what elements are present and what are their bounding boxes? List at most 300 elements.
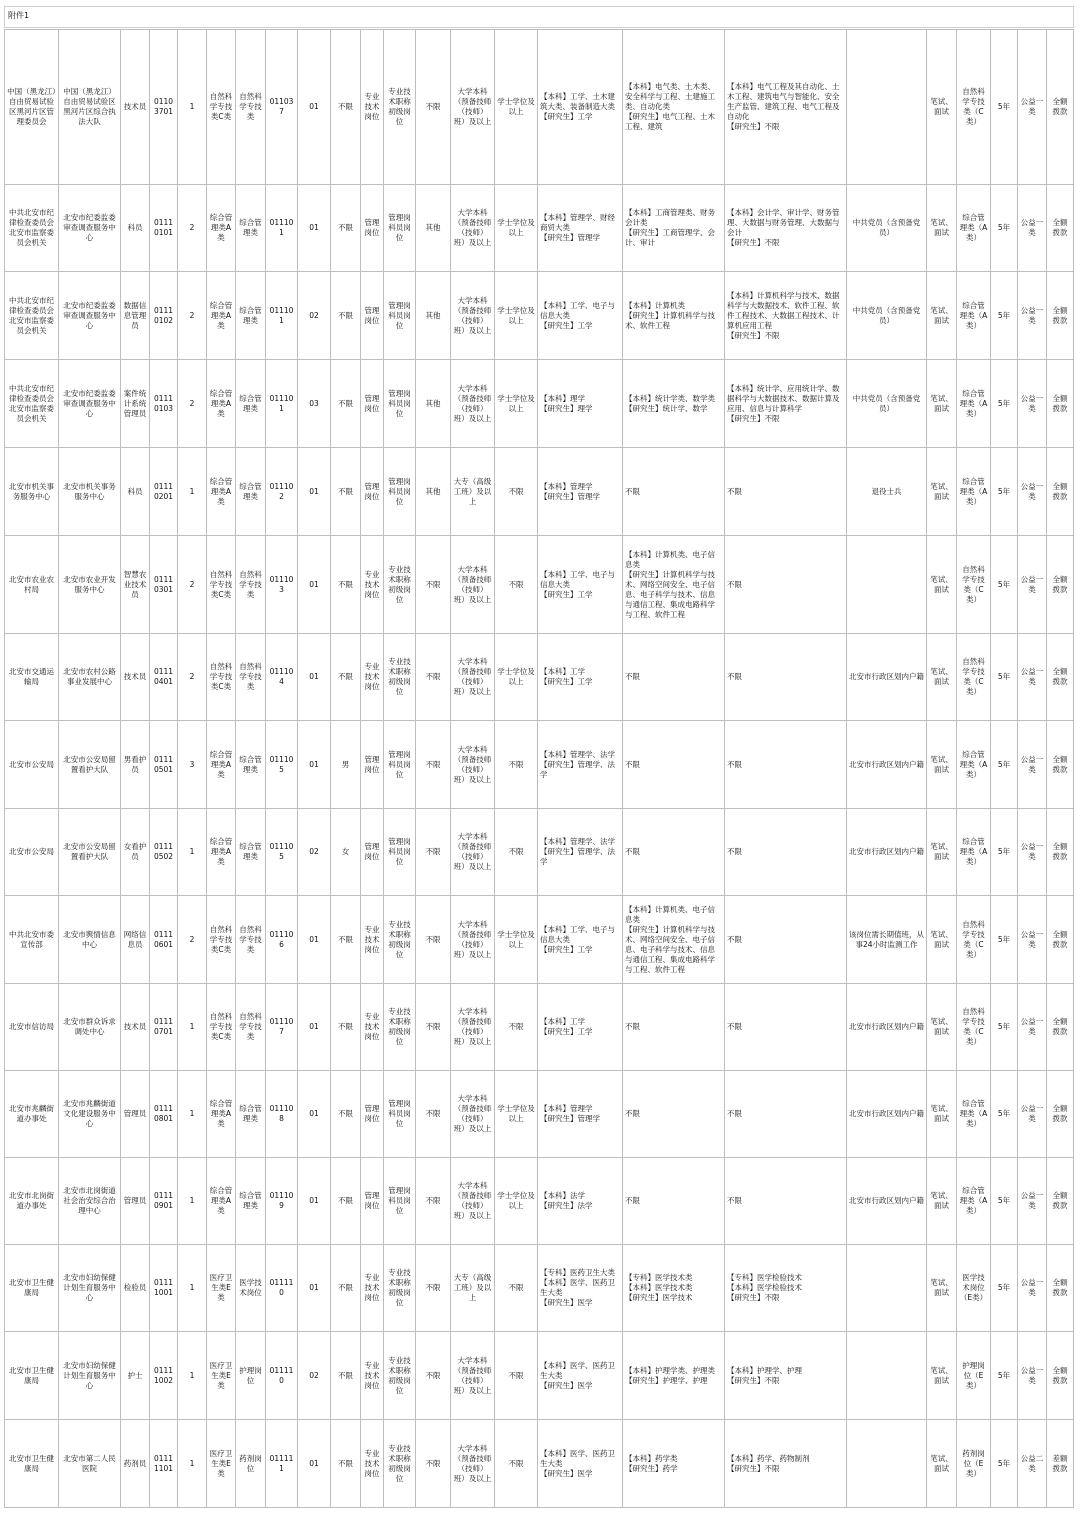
education-cell: 大学本科（预备技师（技师）班）及以上 (451, 634, 495, 721)
table-row (5, 448, 1074, 536)
unit-cell: 北安市纪委监委审查调查服务中心 (59, 185, 121, 272)
table-row (5, 809, 1074, 896)
major-category-cell: 【本科】工学、电子与信息大类 【研究生】工学 (538, 536, 623, 634)
identity-cell: 其他 (416, 272, 451, 360)
headcount-cell: 2 (178, 360, 207, 448)
post-type-cell: 管理岗位 (361, 185, 384, 272)
post-code-cell: 01110601 (150, 896, 178, 984)
gender-cell: 不限 (331, 634, 361, 721)
major-name-cell: 不限 (725, 536, 847, 634)
post-category-cell: 综合管理类A类 (207, 360, 236, 448)
degree-cell: 不限 (495, 984, 538, 1071)
headcount-cell: 2 (178, 896, 207, 984)
identity-cell: 其他 (416, 360, 451, 448)
written-subject-cell: 综合管理类（A类） (957, 1158, 991, 1245)
funding-cell: 全额拨款 (1047, 984, 1074, 1071)
post-level-cell: 管理岗科员岗位 (384, 1071, 416, 1158)
major-name-cell: 不限 (725, 1071, 847, 1158)
exam-code-cell: 011101 (266, 360, 298, 448)
major-category-cell: 【本科】管理学 【研究生】管理学 (538, 1071, 623, 1158)
major-category-cell: 【本科】管理学 【研究生】管理学 (538, 448, 623, 536)
service-years-cell: 5年 (991, 721, 1018, 809)
post-code-cell: 01111101 (150, 1420, 178, 1508)
unit-type-cell: 公益一类 (1018, 634, 1047, 721)
exam-code-cell: 011108 (266, 1071, 298, 1158)
post-category-cell: 自然科学专技类C类 (207, 536, 236, 634)
attachment-header-row (4, 6, 1074, 28)
service-years-cell: 5年 (991, 984, 1018, 1071)
exam-subject-type-cell: 综合管理类 (236, 272, 266, 360)
headcount-cell: 2 (178, 272, 207, 360)
table-row (5, 1420, 1074, 1508)
major-class-cell: 【本科】护理学类、护理类 【研究生】护理学、护理 (623, 1332, 725, 1420)
post-name-cell: 数据信息管理员 (121, 272, 150, 360)
written-subject-cell: 自然科学专技类（C类） (957, 536, 991, 634)
post-name-cell: 技术员 (121, 30, 150, 185)
post-level-cell: 管理岗科员岗位 (384, 448, 416, 536)
education-cell: 大学本科（预备技师（技师）班）及以上 (451, 536, 495, 634)
unit-type-cell: 公益一类 (1018, 30, 1047, 185)
post-level-cell: 专业技术职称初级岗位 (384, 536, 416, 634)
exam-method-cell: 笔试、面试 (927, 634, 957, 721)
other-requirements-cell: 该岗位需长期值班，从事24小时监测工作 (847, 896, 927, 984)
post-category-cell: 综合管理类A类 (207, 1158, 236, 1245)
post-type-cell: 管理岗位 (361, 1158, 384, 1245)
exam-method-cell: 笔试、面试 (927, 185, 957, 272)
funding-cell: 全额拨款 (1047, 1071, 1074, 1158)
funding-cell: 全额拨款 (1047, 896, 1074, 984)
post-type-cell: 专业技术岗位 (361, 1245, 384, 1332)
unit-cell: 北安市妇幼保健计划生育服务中心 (59, 1245, 121, 1332)
major-name-cell: 【本科】统计学、应用统计学、数据科学与大数据技术、数据计算及应用、信息与计算科学 【研究生】不限 (725, 360, 847, 448)
written-subject-cell: 综合管理类（A类） (957, 360, 991, 448)
major-class-cell: 不限 (623, 634, 725, 721)
funding-cell: 全额拨款 (1047, 809, 1074, 896)
post-type-cell: 管理岗位 (361, 1071, 384, 1158)
written-subject-cell: 自然科学专技类（C类） (957, 896, 991, 984)
exam-code-cell: 011110 (266, 1332, 298, 1420)
department-cell: 北安市卫生健康局 (5, 1245, 59, 1332)
unit-type-cell: 公益一类 (1018, 536, 1047, 634)
degree-cell: 不限 (495, 1420, 538, 1508)
table-row (5, 1158, 1074, 1245)
major-category-cell: 【本科】法学 【研究生】法学 (538, 1158, 623, 1245)
education-cell: 大专（高级工班）及以上 (451, 448, 495, 536)
exam-method-cell: 笔试、面试 (927, 896, 957, 984)
degree-cell: 学士学位及以上 (495, 896, 538, 984)
unit-cell: 北安市北岗街道社会治安综合治理中心 (59, 1158, 121, 1245)
major-category-cell: 【本科】工学 【研究生】工学 (538, 634, 623, 721)
sequence-cell: 01 (298, 1071, 331, 1158)
funding-cell: 全额拨款 (1047, 30, 1074, 185)
post-name-cell: 网络信息员 (121, 896, 150, 984)
post-type-cell: 管理岗位 (361, 721, 384, 809)
exam-code-cell: 011111 (266, 1420, 298, 1508)
gender-cell: 不限 (331, 185, 361, 272)
degree-cell: 不限 (495, 1332, 538, 1420)
major-category-cell: 【本科】管理学、法学 【研究生】管理学、法学 (538, 721, 623, 809)
post-level-cell: 专业技术职称初级岗位 (384, 896, 416, 984)
sequence-cell: 01 (298, 1245, 331, 1332)
unit-type-cell: 公益一类 (1018, 1332, 1047, 1420)
unit-type-cell: 公益二类 (1018, 1420, 1047, 1508)
post-code-cell: 01110502 (150, 809, 178, 896)
headcount-cell: 2 (178, 634, 207, 721)
major-name-cell: 【本科】会计学、审计学、财务管理、大数据与财务管理、大数据与会计 【研究生】不限 (725, 185, 847, 272)
post-level-cell: 专业技术职称初级岗位 (384, 1332, 416, 1420)
post-name-cell: 科员 (121, 185, 150, 272)
other-requirements-cell: 北安市行政区划内户籍 (847, 1071, 927, 1158)
funding-cell: 全额拨款 (1047, 448, 1074, 536)
major-name-cell: 不限 (725, 809, 847, 896)
post-category-cell: 医疗卫生类E类 (207, 1245, 236, 1332)
unit-cell: 北安市公安局留置看护大队 (59, 809, 121, 896)
post-level-cell: 专业技术职称初级岗位 (384, 984, 416, 1071)
sequence-cell: 01 (298, 30, 331, 185)
post-category-cell: 综合管理类A类 (207, 721, 236, 809)
sequence-cell: 01 (298, 448, 331, 536)
identity-cell: 不限 (416, 1071, 451, 1158)
headcount-cell: 1 (178, 1158, 207, 1245)
unit-cell: 北安市农村公路事业发展中心 (59, 634, 121, 721)
written-subject-cell: 综合管理类（A类） (957, 272, 991, 360)
attachment-label: 附件1 (8, 11, 30, 20)
unit-cell: 北安市纪委监委审查调查服务中心 (59, 360, 121, 448)
exam-subject-type-cell: 医学技术岗位 (236, 1245, 266, 1332)
major-class-cell: 【本科】电气类、土木类、安全科学与工程、土建施工类、自动化类 【研究生】电气工程、土木工程、建筑 (623, 30, 725, 185)
post-category-cell: 综合管理类A类 (207, 1071, 236, 1158)
major-class-cell: 不限 (623, 1071, 725, 1158)
gender-cell: 不限 (331, 984, 361, 1071)
other-requirements-cell: 北安市行政区划内户籍 (847, 634, 927, 721)
post-type-cell: 专业技术岗位 (361, 536, 384, 634)
service-years-cell: 5年 (991, 448, 1018, 536)
identity-cell: 不限 (416, 1420, 451, 1508)
exam-subject-type-cell: 综合管理类 (236, 721, 266, 809)
other-requirements-cell (847, 1332, 927, 1420)
unit-cell: 中国（黑龙江）自由贸易试验区黑河片区综合执法大队 (59, 30, 121, 185)
sequence-cell: 01 (298, 984, 331, 1071)
degree-cell: 不限 (495, 536, 538, 634)
funding-cell: 全额拨款 (1047, 185, 1074, 272)
gender-cell: 不限 (331, 896, 361, 984)
major-class-cell: 不限 (623, 448, 725, 536)
written-subject-cell: 药剂岗位（E类） (957, 1420, 991, 1508)
major-class-cell: 不限 (623, 1158, 725, 1245)
degree-cell: 不限 (495, 448, 538, 536)
department-cell: 北安市农业农村局 (5, 536, 59, 634)
exam-code-cell: 011107 (266, 984, 298, 1071)
department-cell: 北安市卫生健康局 (5, 1420, 59, 1508)
identity-cell: 不限 (416, 1158, 451, 1245)
funding-cell: 全额拨款 (1047, 634, 1074, 721)
degree-cell: 学士学位及以上 (495, 185, 538, 272)
headcount-cell: 1 (178, 1245, 207, 1332)
major-name-cell: 【专科】医学检验技术 【本科】医学检验技术 【研究生】不限 (725, 1245, 847, 1332)
exam-subject-type-cell: 药剂岗位 (236, 1420, 266, 1508)
headcount-cell: 1 (178, 984, 207, 1071)
post-code-cell: 01110103 (150, 360, 178, 448)
exam-code-cell: 011110 (266, 1245, 298, 1332)
identity-cell: 不限 (416, 984, 451, 1071)
post-level-cell: 管理岗科员岗位 (384, 185, 416, 272)
major-category-cell: 【本科】工学、电子与信息大类 【研究生】工学 (538, 272, 623, 360)
post-name-cell: 管理员 (121, 1158, 150, 1245)
gender-cell: 不限 (331, 536, 361, 634)
table-row (5, 536, 1074, 634)
service-years-cell: 5年 (991, 1332, 1018, 1420)
major-category-cell: 【专科】医药卫生大类 【本科】医学、医药卫生大类 【研究生】医学 (538, 1245, 623, 1332)
exam-code-cell: 011105 (266, 721, 298, 809)
service-years-cell: 5年 (991, 30, 1018, 185)
department-cell: 北安市信访局 (5, 984, 59, 1071)
post-name-cell: 男看护员 (121, 721, 150, 809)
headcount-cell: 2 (178, 536, 207, 634)
unit-type-cell: 公益一类 (1018, 1158, 1047, 1245)
unit-cell: 北安市机关事务服务中心 (59, 448, 121, 536)
unit-type-cell: 公益一类 (1018, 984, 1047, 1071)
post-name-cell: 管理员 (121, 1071, 150, 1158)
funding-cell: 全额拨款 (1047, 360, 1074, 448)
major-name-cell: 不限 (725, 721, 847, 809)
education-cell: 大学本科（预备技师（技师）班）及以上 (451, 1071, 495, 1158)
written-subject-cell: 自然科学专技类（C类） (957, 984, 991, 1071)
major-name-cell: 【本科】药学、药物制剂 【研究生】不限 (725, 1420, 847, 1508)
written-subject-cell: 护理岗位（E类） (957, 1332, 991, 1420)
unit-cell: 北安市妇幼保健计划生育服务中心 (59, 1332, 121, 1420)
table-row (5, 634, 1074, 721)
post-type-cell: 管理岗位 (361, 809, 384, 896)
exam-subject-type-cell: 自然科学专技类 (236, 984, 266, 1071)
major-class-cell: 【本科】统计学类、数学类 【研究生】统计学、数学 (623, 360, 725, 448)
unit-cell: 北安市公安局留置看护大队 (59, 721, 121, 809)
post-category-cell: 自然科学专技类C类 (207, 984, 236, 1071)
exam-code-cell: 011102 (266, 448, 298, 536)
post-type-cell: 专业技术岗位 (361, 1420, 384, 1508)
table-row (5, 185, 1074, 272)
post-type-cell: 管理岗位 (361, 448, 384, 536)
sequence-cell: 01 (298, 721, 331, 809)
funding-cell: 全额拨款 (1047, 1158, 1074, 1245)
exam-method-cell: 笔试、面试 (927, 1158, 957, 1245)
post-category-cell: 综合管理类A类 (207, 448, 236, 536)
post-code-cell: 01110102 (150, 272, 178, 360)
table-body (5, 30, 1074, 1508)
identity-cell: 不限 (416, 896, 451, 984)
unit-cell: 北安市第二人民医院 (59, 1420, 121, 1508)
education-cell: 大学本科（预备技师（技师）班）及以上 (451, 1158, 495, 1245)
post-type-cell: 专业技术岗位 (361, 984, 384, 1071)
gender-cell: 不限 (331, 272, 361, 360)
sequence-cell: 01 (298, 1420, 331, 1508)
department-cell: 中共北安市纪律检查委员会北安市监察委员会机关 (5, 360, 59, 448)
post-code-cell: 01110401 (150, 634, 178, 721)
post-type-cell: 专业技术岗位 (361, 30, 384, 185)
unit-type-cell: 公益一类 (1018, 721, 1047, 809)
table-row (5, 30, 1074, 185)
exam-method-cell: 笔试、面试 (927, 1245, 957, 1332)
exam-subject-type-cell: 综合管理类 (236, 360, 266, 448)
unit-cell: 北安市舆情信息中心 (59, 896, 121, 984)
department-cell: 北安市公安局 (5, 809, 59, 896)
identity-cell: 不限 (416, 536, 451, 634)
major-category-cell: 【本科】管理学、法学 【研究生】管理学、法学 (538, 809, 623, 896)
major-class-cell: 【本科】计算机类、电子信息类 【研究生】计算机科学与技术、网络空间安全、电子信息、电子科学与技术、信息与通信工程、集成电路科学与工程、软件工程 (623, 896, 725, 984)
major-name-cell: 不限 (725, 896, 847, 984)
funding-cell: 全额拨款 (1047, 536, 1074, 634)
major-name-cell: 【本科】计算机科学与技术、数据科学与大数据技术、软件工程、软件工程技术、大数据工程技术、计算机应用工程 【研究生】不限 (725, 272, 847, 360)
sequence-cell: 01 (298, 185, 331, 272)
exam-subject-type-cell: 综合管理类 (236, 1158, 266, 1245)
headcount-cell: 1 (178, 1071, 207, 1158)
post-level-cell: 管理岗科员岗位 (384, 809, 416, 896)
written-subject-cell: 自然科学专技类（C类） (957, 634, 991, 721)
education-cell: 大学本科（预备技师（技师）班）及以上 (451, 272, 495, 360)
exam-method-cell: 笔试、面试 (927, 1420, 957, 1508)
degree-cell: 学士学位及以上 (495, 272, 538, 360)
exam-method-cell: 笔试、面试 (927, 721, 957, 809)
funding-cell: 全额拨款 (1047, 272, 1074, 360)
table-row (5, 1071, 1074, 1158)
other-requirements-cell (847, 1420, 927, 1508)
post-level-cell: 管理岗科员岗位 (384, 360, 416, 448)
education-cell: 大学本科（预备技师（技师）班）及以上 (451, 30, 495, 185)
degree-cell: 不限 (495, 809, 538, 896)
major-name-cell: 【本科】护理学、护理 【研究生】不限 (725, 1332, 847, 1420)
exam-subject-type-cell: 综合管理类 (236, 1071, 266, 1158)
written-subject-cell: 医学技术岗位（E类） (957, 1245, 991, 1332)
unit-cell: 北安市兆麟街道文化建设服务中心 (59, 1071, 121, 1158)
post-code-cell: 01110901 (150, 1158, 178, 1245)
other-requirements-cell: 北安市行政区划内户籍 (847, 1158, 927, 1245)
post-category-cell: 自然科学专技类C类 (207, 30, 236, 185)
sequence-cell: 02 (298, 272, 331, 360)
table-row (5, 984, 1074, 1071)
recruitment-table (4, 29, 1074, 1508)
exam-subject-type-cell: 自然科学专技类 (236, 30, 266, 185)
degree-cell: 学士学位及以上 (495, 634, 538, 721)
service-years-cell: 5年 (991, 1071, 1018, 1158)
post-code-cell: 01111002 (150, 1332, 178, 1420)
post-category-cell: 医疗卫生类E类 (207, 1332, 236, 1420)
written-subject-cell: 综合管理类（A类） (957, 448, 991, 536)
post-type-cell: 管理岗位 (361, 360, 384, 448)
service-years-cell: 5年 (991, 360, 1018, 448)
gender-cell: 男 (331, 721, 361, 809)
service-years-cell: 5年 (991, 185, 1018, 272)
major-class-cell: 不限 (623, 984, 725, 1071)
education-cell: 大学本科（预备技师（技师）班）及以上 (451, 721, 495, 809)
post-type-cell: 专业技术岗位 (361, 896, 384, 984)
post-name-cell: 科员 (121, 448, 150, 536)
headcount-cell: 3 (178, 721, 207, 809)
other-requirements-cell: 北安市行政区划内户籍 (847, 809, 927, 896)
written-subject-cell: 综合管理类（A类） (957, 809, 991, 896)
written-subject-cell: 自然科学专技类（C类） (957, 30, 991, 185)
exam-method-cell: 笔试、面试 (927, 272, 957, 360)
education-cell: 大专（高级工班）及以上 (451, 1245, 495, 1332)
exam-method-cell: 笔试、面试 (927, 809, 957, 896)
post-level-cell: 专业技术职称初级岗位 (384, 1245, 416, 1332)
department-cell: 中共北安市委宣传部 (5, 896, 59, 984)
exam-code-cell: 011103 (266, 536, 298, 634)
major-name-cell: 不限 (725, 634, 847, 721)
table-row (5, 721, 1074, 809)
gender-cell: 不限 (331, 1158, 361, 1245)
post-name-cell: 技术员 (121, 634, 150, 721)
table-row (5, 1332, 1074, 1420)
identity-cell: 其他 (416, 448, 451, 536)
major-class-cell: 【本科】计算机类、电子信息类 【研究生】计算机科学与技术、网络空间安全、电子信息、电子科学与技术、信息与通信工程、集成电路科学与工程、软件工程 (623, 536, 725, 634)
sequence-cell: 01 (298, 1158, 331, 1245)
other-requirements-cell: 北安市行政区划内户籍 (847, 721, 927, 809)
department-cell: 北安市卫生健康局 (5, 1332, 59, 1420)
department-cell: 北安市机关事务服务中心 (5, 448, 59, 536)
sequence-cell: 03 (298, 360, 331, 448)
post-name-cell: 智慧农业技术员 (121, 536, 150, 634)
other-requirements-cell (847, 1245, 927, 1332)
post-code-cell: 01110101 (150, 185, 178, 272)
service-years-cell: 5年 (991, 1245, 1018, 1332)
service-years-cell: 5年 (991, 536, 1018, 634)
degree-cell: 不限 (495, 1245, 538, 1332)
major-category-cell: 【本科】工学 【研究生】工学 (538, 984, 623, 1071)
exam-subject-type-cell: 综合管理类 (236, 448, 266, 536)
headcount-cell: 1 (178, 448, 207, 536)
exam-method-cell: 笔试、面试 (927, 1332, 957, 1420)
education-cell: 大学本科（预备技师（技师）班）及以上 (451, 360, 495, 448)
unit-type-cell: 公益一类 (1018, 448, 1047, 536)
gender-cell: 不限 (331, 30, 361, 185)
post-code-cell: 01103701 (150, 30, 178, 185)
funding-cell: 全额拨款 (1047, 721, 1074, 809)
post-type-cell: 专业技术岗位 (361, 634, 384, 721)
exam-subject-type-cell: 自然科学专技类 (236, 896, 266, 984)
sequence-cell: 02 (298, 809, 331, 896)
education-cell: 大学本科（预备技师（技师）班）及以上 (451, 1332, 495, 1420)
unit-type-cell: 公益一类 (1018, 896, 1047, 984)
headcount-cell: 1 (178, 809, 207, 896)
degree-cell: 学士学位及以上 (495, 1071, 538, 1158)
major-category-cell: 【本科】理学 【研究生】理学 (538, 360, 623, 448)
major-name-cell: 不限 (725, 448, 847, 536)
sequence-cell: 01 (298, 896, 331, 984)
identity-cell: 不限 (416, 634, 451, 721)
table-row (5, 272, 1074, 360)
major-category-cell: 【本科】医学、医药卫生大类 【研究生】医学 (538, 1420, 623, 1508)
degree-cell: 不限 (495, 721, 538, 809)
headcount-cell: 1 (178, 30, 207, 185)
post-name-cell: 护士 (121, 1332, 150, 1420)
education-cell: 大学本科（预备技师（技师）班）及以上 (451, 185, 495, 272)
major-name-cell: 不限 (725, 984, 847, 1071)
other-requirements-cell: 退役士兵 (847, 448, 927, 536)
identity-cell: 不限 (416, 30, 451, 185)
post-type-cell: 专业技术岗位 (361, 1332, 384, 1420)
education-cell: 大学本科（预备技师（技师）班）及以上 (451, 809, 495, 896)
major-class-cell: 【本科】药学类 【研究生】药学 (623, 1420, 725, 1508)
exam-method-cell: 笔试、面试 (927, 984, 957, 1071)
post-category-cell: 医疗卫生类E类 (207, 1420, 236, 1508)
exam-subject-type-cell: 护理岗位 (236, 1332, 266, 1420)
major-category-cell: 【本科】工学、土木建筑大类、装备制造大类 【研究生】工学 (538, 30, 623, 185)
major-class-cell: 【专科】医学技术类 【本科】医学技术类 【研究生】医学技术 (623, 1245, 725, 1332)
written-subject-cell: 综合管理类（A类） (957, 1071, 991, 1158)
unit-type-cell: 公益一类 (1018, 1245, 1047, 1332)
exam-method-cell: 笔试、面试 (927, 536, 957, 634)
exam-method-cell: 笔试、面试 (927, 1071, 957, 1158)
sequence-cell: 01 (298, 634, 331, 721)
